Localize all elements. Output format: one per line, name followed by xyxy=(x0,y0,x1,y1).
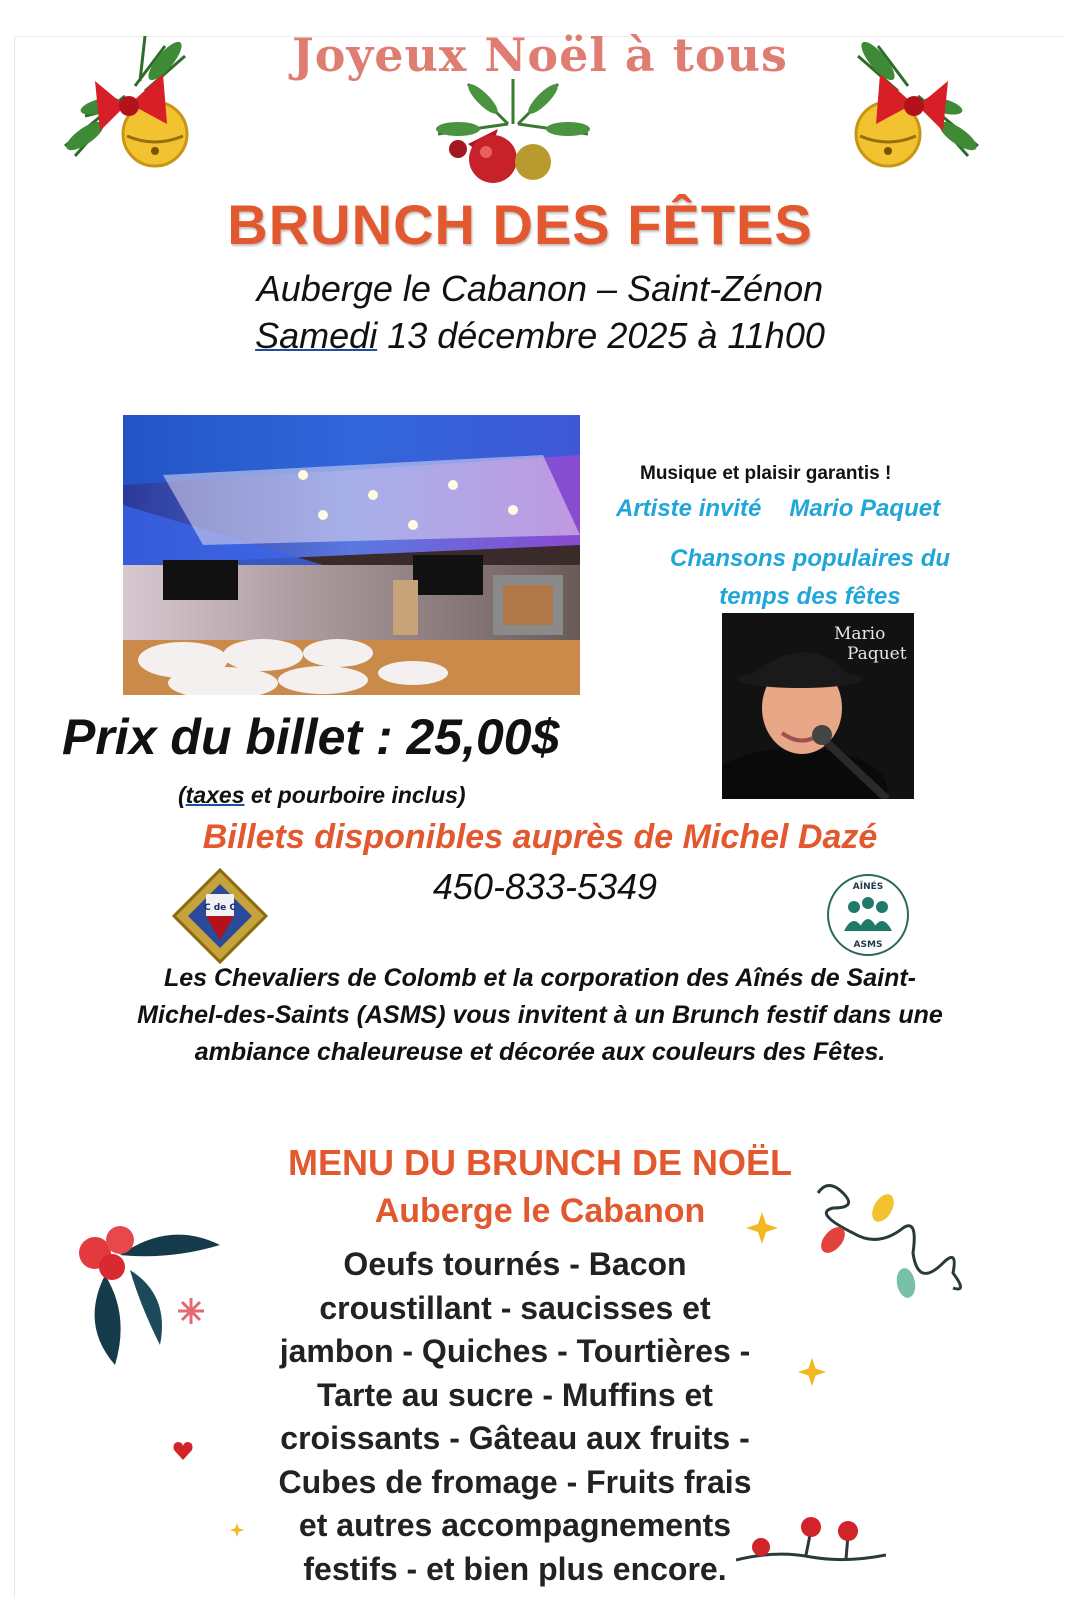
songs-line-1: Chansons populaires du xyxy=(669,545,951,572)
invitation-line-1: Les Chevaliers de Colomb et la corporation des Aînés de Saint- xyxy=(163,964,917,992)
ticket-price: Prix du billet : 25,00$ xyxy=(62,709,560,765)
holly-icon xyxy=(60,1215,230,1375)
aines-logo-top: AÎNÉS xyxy=(852,882,884,892)
artist-photo xyxy=(722,613,914,799)
ticket-availability: Billets disponibles auprès de Michel Dazé xyxy=(202,818,878,856)
artist-name: Mario Paquet xyxy=(789,495,941,522)
menu-line: Oeufs tournés - Bacon xyxy=(343,1246,687,1282)
snowflake-icon xyxy=(176,1296,206,1326)
aines-logo xyxy=(826,873,910,957)
menu-line: Cubes de fromage - Fruits frais xyxy=(278,1463,752,1500)
photo-caption-surname: Paquet xyxy=(847,644,907,664)
price-note-open: ( xyxy=(178,782,186,808)
aines-logo-bottom: ASMS xyxy=(853,940,883,950)
menu-title: MENU DU BRUNCH DE NOËL xyxy=(288,1142,792,1183)
songs-line-2: temps des fêtes xyxy=(719,583,901,610)
contact-phone: 450-833-5349 xyxy=(432,866,658,907)
invitation-line-2: Michel-des-Saints (ASMS) vous invitent à un Brunch festif dans une xyxy=(137,1001,943,1029)
songs-description xyxy=(600,540,1020,616)
price-note xyxy=(178,782,466,809)
hall-photo xyxy=(123,415,580,695)
menu-line: Tarte au sucre - Muffins et xyxy=(317,1376,713,1413)
menu-line: jambon - Quiches - Tourtières - xyxy=(279,1333,751,1369)
string-lights-icon xyxy=(808,1178,968,1318)
star-icon xyxy=(796,1356,828,1388)
menu-line: festifs - et bien plus encore. xyxy=(303,1550,727,1587)
event-location: Auberge le Cabanon – Saint-Zénon xyxy=(256,268,824,309)
price-note-rest: et pourboire inclus) xyxy=(244,782,466,808)
event-date-day: Samedi xyxy=(255,315,378,356)
greeting-heading: Joyeux Noël à tous xyxy=(292,28,788,82)
price-note-tax: taxes xyxy=(185,782,245,808)
menu-line: croustillant - saucisses et xyxy=(319,1289,711,1326)
invitation-line-3: ambiance chaleureuse et décorée aux couleurs des Fêtes. xyxy=(194,1038,886,1066)
berries-icon xyxy=(736,1515,886,1570)
heart-icon xyxy=(172,1440,194,1462)
music-tagline: Musique et plaisir garantis ! xyxy=(640,463,892,484)
menu-venue: Auberge le Cabanon xyxy=(374,1192,706,1230)
event-date xyxy=(0,315,1080,357)
photo-caption-name: Mario xyxy=(834,624,886,644)
star-icon xyxy=(229,1522,245,1538)
menu-line: et autres accompagnements xyxy=(298,1507,732,1543)
star-icon xyxy=(744,1210,780,1246)
invitation-paragraph xyxy=(30,960,1050,1071)
kofc-logo xyxy=(170,866,270,966)
kofc-logo-text: C de C xyxy=(203,903,237,913)
ornament-branch-icon xyxy=(428,74,598,189)
menu-list xyxy=(228,1243,802,1591)
event-date-rest: 13 décembre 2025 à 11h00 xyxy=(377,315,825,356)
event-title: BRUNCH DES FÊTES xyxy=(227,193,813,256)
artist-line xyxy=(600,495,1020,523)
artist-label: Artiste invité xyxy=(616,495,762,522)
menu-line: croissants - Gâteau aux fruits - xyxy=(280,1420,750,1456)
